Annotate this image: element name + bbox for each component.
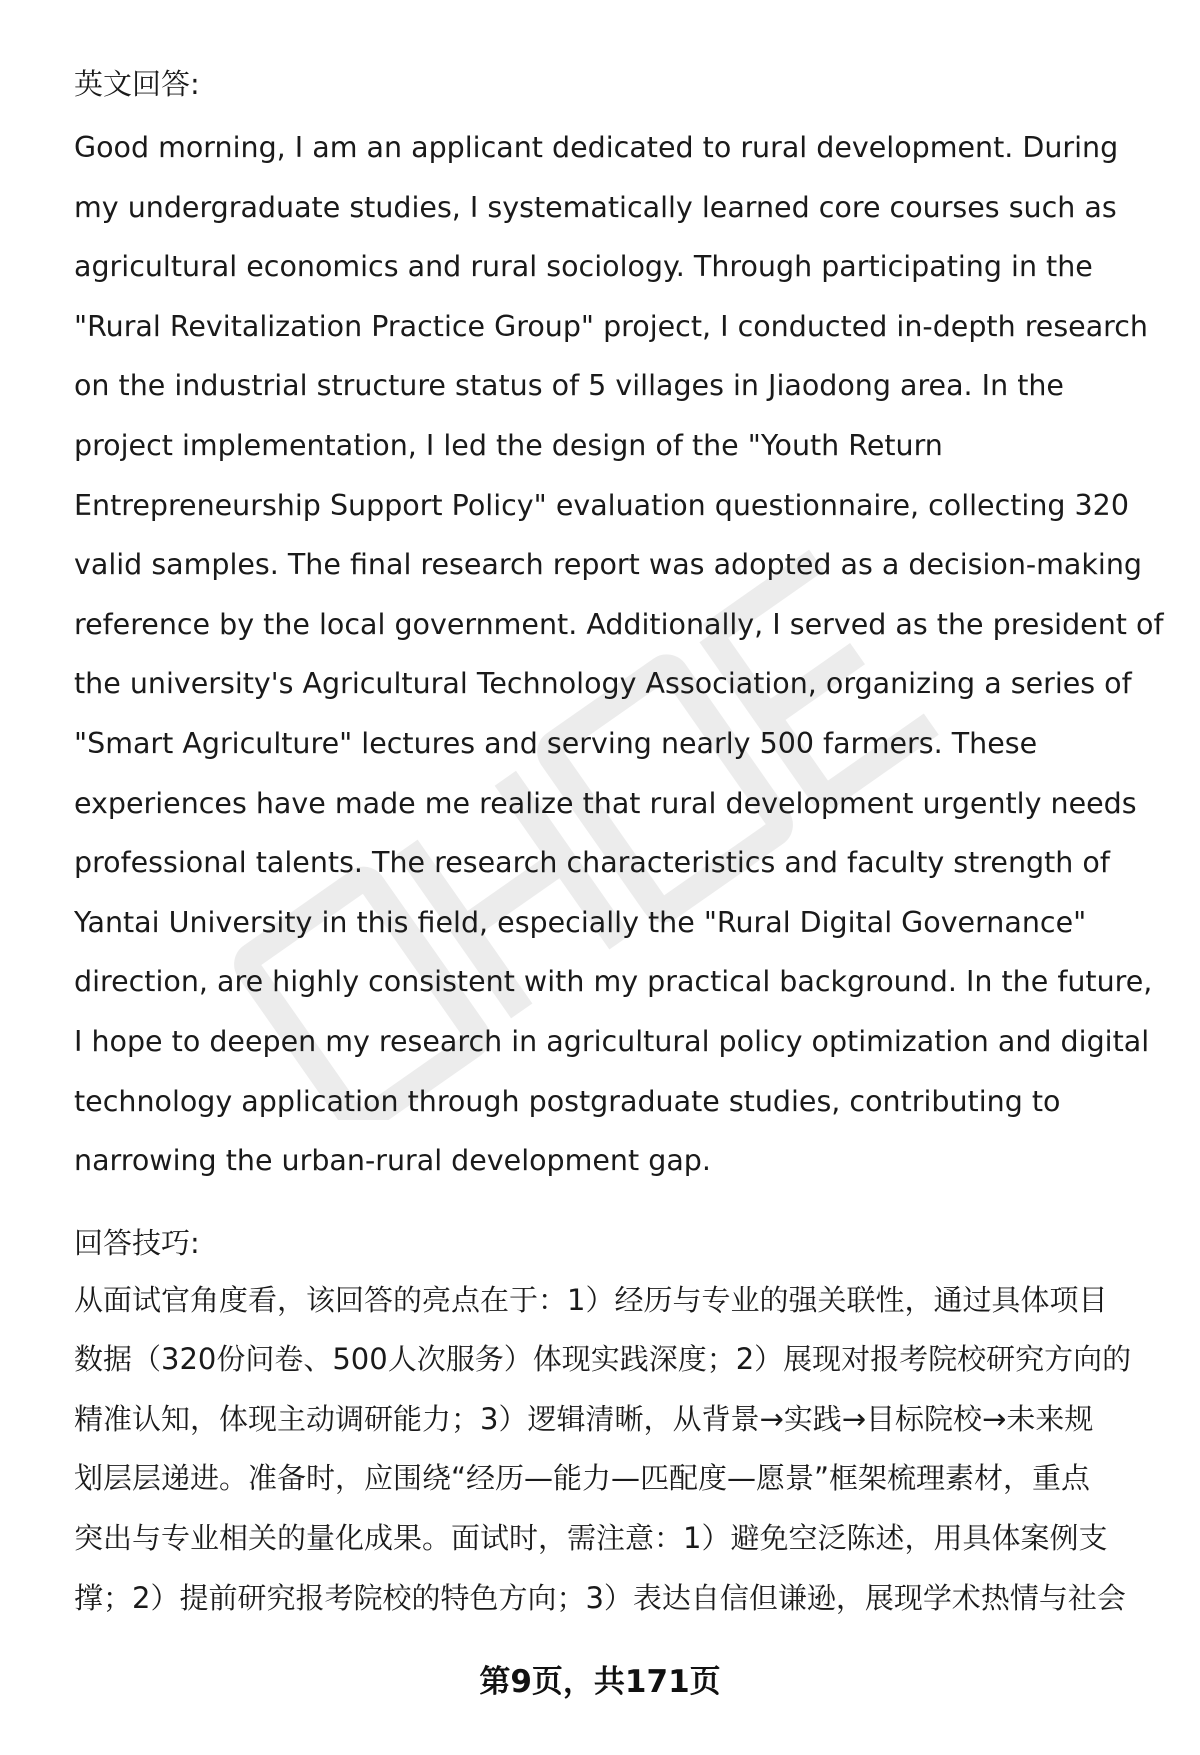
english-answer-line: Entrepreneurship Support Policy" evaluation questionnaire, collecting 320	[74, 488, 1129, 522]
english-answer-line: Yantai University in this field, especially the "Rural Digital Governance"	[74, 905, 1087, 939]
english-answer-line: valid samples. The final research report was adopted as a decision-making	[74, 548, 1142, 582]
english-answer-line: "Rural Revitalization Practice Group" project, I conducted in-depth research	[74, 309, 1148, 343]
english-answer-line: professional talents. The research characteristics and faculty strength of	[74, 846, 1110, 880]
tips-line: 数据（320份问卷、500人次服务）体现实践深度；2）展现对报考院校研究方向的	[74, 1342, 1132, 1377]
english-answer-line: direction, are highly consistent with my practical background. In the future,	[74, 965, 1153, 999]
english-answer-line: agricultural economics and rural sociology. Through participating in the	[74, 250, 1093, 284]
tips-line: 精准认知，体现主动调研能力；3）逻辑清晰，从背景→实践→目标院校→未来规	[74, 1401, 1094, 1436]
english-answer-line: Good morning, I am an applicant dedicated to rural development. During	[74, 131, 1119, 164]
english-answer-line: narrowing the urban-rural development gap.	[74, 1144, 711, 1178]
english-answer-line: "Smart Agriculture" lectures and serving nearly 500 farmers. These	[74, 726, 1038, 760]
english-answer-line: my undergraduate studies, I systematically learned core courses such as	[74, 190, 1117, 224]
english-answer-heading: 英文回答:	[74, 67, 200, 101]
tips-line: 从面试官角度看，该回答的亮点在于：1）经历与专业的强关联性，通过具体项目	[74, 1282, 1108, 1317]
english-answer-line: project implementation, I led the design of the "Youth Return	[74, 428, 943, 462]
english-answer-line: experiences have made me realize that rural development urgently needs	[74, 786, 1137, 820]
english-answer-line: on the industrial structure status of 5 villages in Jiaodong area. In the	[74, 369, 1064, 403]
tips-paragraph	[74, 1271, 1154, 1629]
tips-line: 划层层递进。准备时，应围绕“经历—能力—匹配度—愿景”框架梳理素材，重点	[74, 1461, 1091, 1496]
english-answer-line: technology application through postgraduate studies, contributing to	[74, 1084, 1061, 1118]
page-number-footer: 第9页，共171页	[479, 1664, 721, 1700]
tips-line: 撑；2）提前研究报考院校的特色方向；3）表达自信但谦逊，展现学术热情与社会	[74, 1580, 1126, 1615]
english-answer-line: I hope to deepen my research in agricultural policy optimization and digital	[74, 1024, 1150, 1058]
tips-line: 突出与专业相关的量化成果。面试时，需注意：1）避免空泛陈述，用具体案例支	[74, 1521, 1108, 1556]
tips-heading: 回答技巧:	[74, 1225, 200, 1260]
english-answer-paragraph	[74, 118, 1164, 1191]
english-answer-line: reference by the local government. Additionally, I served as the president of	[74, 607, 1164, 641]
content-area	[74, 62, 1164, 1628]
english-answer-line: the university's Agricultural Technology Association, organizing a series of	[74, 667, 1132, 701]
